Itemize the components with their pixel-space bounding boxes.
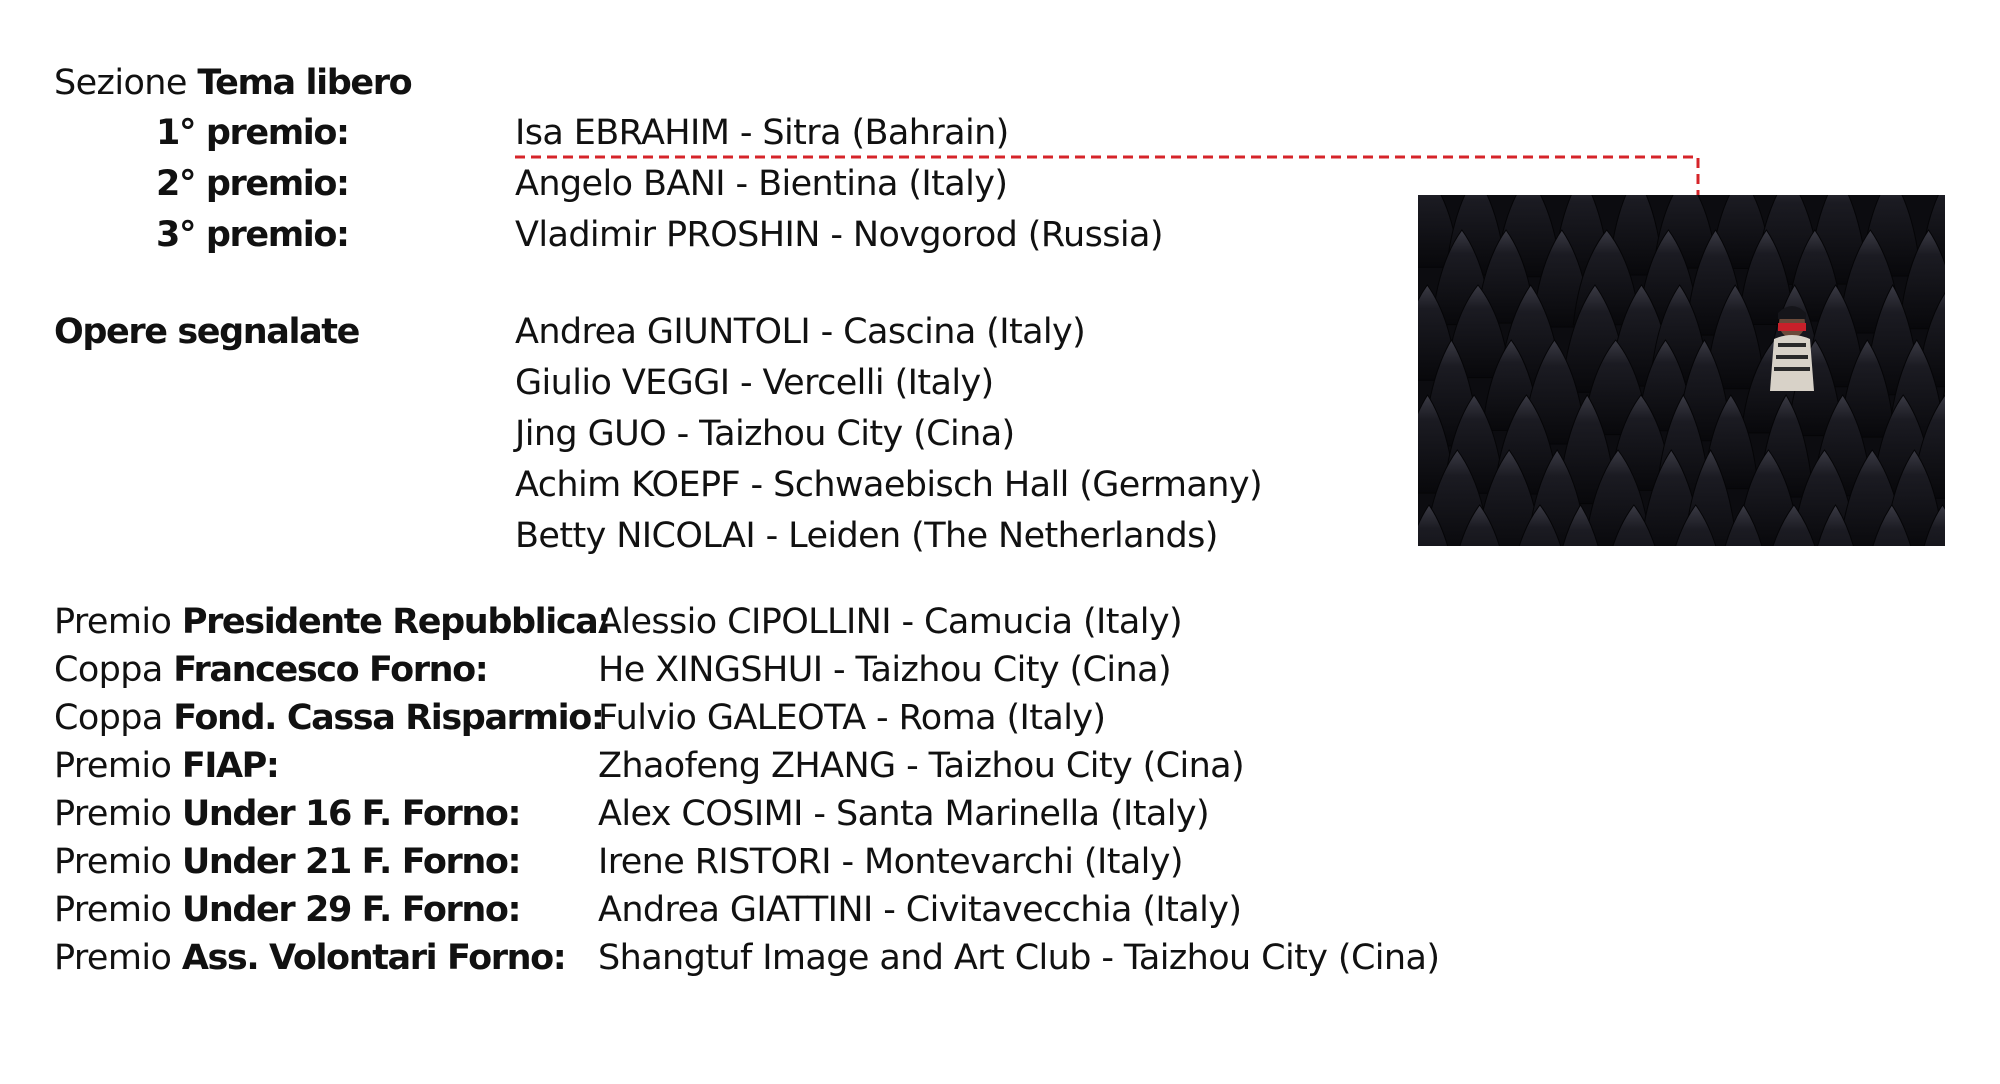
honorable-mention-1: Andrea GIUNTOLI - Cascina (Italy) bbox=[515, 312, 1086, 352]
special-prize-4-winner: Zhaofeng ZHANG - Taizhou City (Cina) bbox=[598, 746, 1245, 786]
special-prize-1-label: Premio Presidente Repubblica: bbox=[54, 602, 610, 642]
special-prize-1-winner: Alessio CIPOLLINI - Camucia (Italy) bbox=[598, 602, 1182, 642]
winning-photo-image bbox=[1418, 195, 1945, 546]
honorable-mention-3: Jing GUO - Taizhou City (Cina) bbox=[515, 414, 1015, 454]
special-prize-3-label: Coppa Fond. Cassa Risparmio: bbox=[54, 698, 604, 738]
prize-2-label: 2° premio: bbox=[156, 164, 349, 204]
honorable-mentions-label: Opere segnalate bbox=[54, 312, 359, 352]
honorable-mention-5: Betty NICOLAI - Leiden (The Netherlands) bbox=[515, 516, 1218, 556]
prize-3-label: 3° premio: bbox=[156, 215, 349, 255]
section-heading bbox=[54, 63, 412, 103]
special-prize-7-winner: Andrea GIATTINI - Civitavecchia (Italy) bbox=[598, 890, 1242, 930]
prize-1-winner: Isa EBRAHIM - Sitra (Bahrain) bbox=[515, 113, 1009, 153]
special-prize-5-label: Premio Under 16 F. Forno: bbox=[54, 794, 521, 834]
special-prize-7-label: Premio Under 29 F. Forno: bbox=[54, 890, 521, 930]
section-title: Tema libero bbox=[197, 63, 412, 103]
prize-2-winner: Angelo BANI - Bientina (Italy) bbox=[515, 164, 1008, 204]
winning-photo bbox=[1418, 195, 1945, 546]
crowd-figures bbox=[1418, 195, 1945, 546]
special-prize-5-winner: Alex COSIMI - Santa Marinella (Italy) bbox=[598, 794, 1210, 834]
special-prize-2-winner: He XINGSHUI - Taizhou City (Cina) bbox=[598, 650, 1171, 690]
special-prize-2-label: Coppa Francesco Forno: bbox=[54, 650, 488, 690]
special-prize-4-label: Premio FIAP: bbox=[54, 746, 279, 786]
prize-3-winner: Vladimir PROSHIN - Novgorod (Russia) bbox=[515, 215, 1163, 255]
honorable-mention-4: Achim KOEPF - Schwaebisch Hall (Germany) bbox=[515, 465, 1263, 505]
honorable-mention-2: Giulio VEGGI - Vercelli (Italy) bbox=[515, 363, 994, 403]
prize-1-label: 1° premio: bbox=[156, 113, 349, 153]
special-prize-8-winner: Shangtuf Image and Art Club - Taizhou City (Cina) bbox=[598, 938, 1440, 978]
special-prize-8-label: Premio Ass. Volontari Forno: bbox=[54, 938, 566, 978]
special-prize-6-label: Premio Under 21 F. Forno: bbox=[54, 842, 521, 882]
special-prize-3-winner: Fulvio GALEOTA - Roma (Italy) bbox=[598, 698, 1106, 738]
section-prefix: Sezione bbox=[54, 63, 187, 103]
special-prize-6-winner: Irene RISTORI - Montevarchi (Italy) bbox=[598, 842, 1183, 882]
